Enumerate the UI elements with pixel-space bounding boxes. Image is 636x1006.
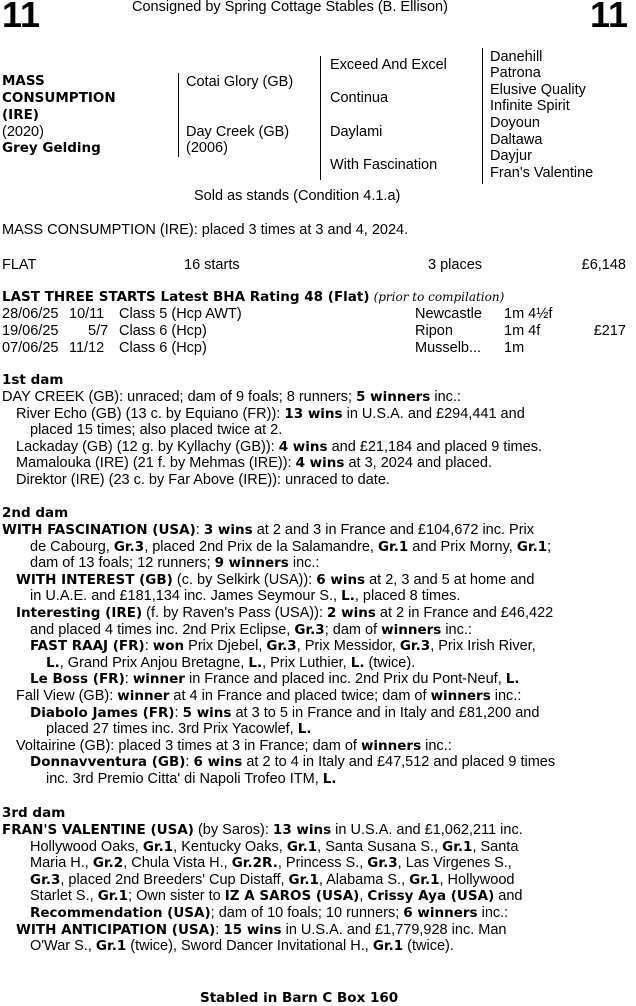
pedigree-gen3-2: Patrona <box>490 65 541 81</box>
pedigree-dam-year: (2006) <box>186 140 228 156</box>
horse-name-line1: MASS <box>2 73 45 89</box>
record-places: 3 places <box>428 257 483 273</box>
start-class: Class 5 (Hcp AWT) <box>119 306 242 322</box>
start-row <box>2 340 632 357</box>
start-class: Class 6 (Hcp) <box>119 340 207 356</box>
produce-river-echo: River Echo (GB) (13 c. by Equiano (FR)): 13 wins in U.S.A. and £294,441 and <box>16 405 525 422</box>
pedigree-gen2-1: Exceed And Excel <box>330 57 447 73</box>
second-dam-line: Interesting (IRE) (f. by Raven's Pass (USA)): 2 wins at 2 in France and £46,422 <box>16 604 554 621</box>
produce-river-echo-cont: placed 15 times; also placed twice at 2. <box>30 422 283 439</box>
start-course: Newcastle <box>415 306 482 322</box>
last-starts-header <box>2 289 504 305</box>
pedigree-dam: Day Creek (GB) <box>186 124 290 140</box>
sale-condition: Sold as stands (Condition 4.1.a) <box>194 188 401 204</box>
start-distance: 1m <box>504 340 525 356</box>
produce-lackaday: Lackaday (GB) (12 g. by Kyllachy (GB)): 4 wins and £21,184 and placed 9 times. <box>16 438 542 455</box>
start-course: Musselb... <box>415 340 482 356</box>
produce-mamalouka: Mamalouka (IRE) (21 f. by Mehmas (IRE)): 4 wins at 3, 2024 and placed. <box>16 455 492 472</box>
second-dam-line: L., Grand Prix Anjou Bretagne, L., Prix Luthier, L. (twice). <box>46 654 416 671</box>
start-class: Class 6 (Hcp) <box>119 323 207 339</box>
first-dam-intro: DAY CREEK (GB): unraced; dam of 9 foals; 8 runners; 5 winners inc.: <box>2 389 461 405</box>
start-date: 19/06/25 <box>2 323 59 339</box>
second-dam-line: and placed 4 times inc. 2nd Prix Eclipse, Gr.3; dam of winners inc.: <box>30 621 472 638</box>
start-prize: £217 <box>593 323 626 339</box>
third-dam-line: Maria H., Gr.2, Chula Vista H., Gr.2R., Princess S., Gr.3, Las Virgenes S., <box>30 855 512 872</box>
last-starts-note: (prior to compilation) <box>373 290 505 304</box>
start-distance: 1m 4f <box>504 323 541 339</box>
start-course: Ripon <box>415 323 453 339</box>
second-dam-line: in U.A.E. and £181,134 inc. James Seymour S., L., placed 8 times. <box>30 588 461 605</box>
pedigree-gen3-8: Fran's Valentine <box>490 165 594 181</box>
second-dam-heading: 2nd dam <box>2 505 69 521</box>
second-dam-line: Le Boss (FR): winner in France and placed inc. 2nd Prix du Pont-Neuf, L. <box>30 671 520 688</box>
third-dam-line: Gr.3, placed 2nd Breeders' Cup Distaff, Gr.1, Alabama S., Gr.1, Hollywood <box>30 871 515 888</box>
last-starts-heading: LAST THREE STARTS Latest BHA Rating 48 (Flat) <box>2 289 370 305</box>
second-dam-line: Voltairine (GB): placed 3 times at 3 in France; dam of winners inc.: <box>16 737 452 754</box>
produce-direktor: Direktor (IRE) (23 c. by Far Above (IRE)): unraced to date. <box>16 471 390 488</box>
start-date: 28/06/25 <box>2 306 59 322</box>
third-dam-section <box>2 822 628 955</box>
start-position: 10/11 <box>69 306 105 322</box>
second-dam-section <box>2 522 628 788</box>
second-dam-line: Diabolo James (FR): 5 wins at 3 to 5 in France and in Italy and £81,200 and <box>30 704 540 721</box>
start-date: 07/06/25 <box>2 340 59 356</box>
pedigree-line-2 <box>320 56 321 180</box>
record-starts: 16 starts <box>184 257 240 273</box>
pedigree-gen2-3: Daylami <box>330 124 383 140</box>
pedigree-gen3-3: Elusive Quality <box>490 82 586 98</box>
second-dam-line: WITH INTEREST (GB) (c. by Selkirk (USA)): 6 wins at 2, 3 and 5 at home and <box>16 571 535 588</box>
second-dam-line: dam of 13 foals; 12 runners; 9 winners inc.: <box>30 555 320 572</box>
pedigree-gen3-7: Dayjur <box>490 148 532 164</box>
third-dam-line: FRAN'S VALENTINE (USA) (by Saros): 13 wins in U.S.A. and £1,062,211 inc. <box>2 822 523 838</box>
third-dam-line: WITH ANTICIPATION (USA): 15 wins in U.S.A. and £1,779,928 inc. Man <box>16 921 507 938</box>
second-dam-line: Donnavventura (GB): 6 wins at 2 to 4 in Italy and £47,512 and placed 9 times <box>30 754 556 771</box>
pedigree-gen3-6: Daltawa <box>490 132 543 148</box>
consignor: Consigned by Spring Cottage Stables (B. Ellison) <box>132 0 448 15</box>
third-dam-line: O'War S., Gr.1 (twice), Sword Dancer Invitational H., Gr.1 (twice). <box>30 938 454 955</box>
first-dam-section <box>2 389 628 489</box>
horse-name-line2: CONSUMPTION <box>2 90 116 106</box>
pedigree-sire: Cotai Glory (GB) <box>186 74 294 90</box>
start-row <box>2 306 632 323</box>
horse-description: Grey Gelding <box>2 140 101 156</box>
third-dam-heading: 3rd dam <box>2 805 66 821</box>
second-dam-line: placed 27 times inc. 3rd Prix Yacowlef, L. <box>46 721 312 738</box>
start-position: 11/12 <box>69 340 105 356</box>
race-summary: MASS CONSUMPTION (IRE): placed 3 times at 3 and 4, 2024. <box>2 222 409 238</box>
pedigree-gen3-5: Doyoun <box>490 115 540 131</box>
start-position: 5/7 <box>88 323 109 339</box>
record-type: FLAT <box>2 257 37 273</box>
second-dam-line: inc. 3rd Premio Citta' di Napoli Trofeo ITM, L. <box>46 770 337 787</box>
second-dam-line: FAST RAAJ (FR): won Prix Djebel, Gr.3, Prix Messidor, Gr.3, Prix Irish River, <box>30 638 536 655</box>
first-dam-heading: 1st dam <box>2 372 64 388</box>
third-dam-line: Recommendation (USA); dam of 10 foals; 10 runners; 6 winners inc.: <box>30 904 509 921</box>
pedigree-gen3-4: Infinite Spirit <box>490 98 570 114</box>
horse-year: (2020) <box>2 124 44 140</box>
pedigree-gen2-2: Continua <box>330 90 389 106</box>
second-dam-line: WITH FASCINATION (USA): 3 wins at 2 and 3 in France and £104,672 inc. Prix <box>2 522 535 538</box>
pedigree-gen2-4: With Fascination <box>330 157 438 173</box>
start-row <box>2 323 632 340</box>
stabling-info: Stabled in Barn C Box 160 <box>200 990 399 1006</box>
second-dam-line: de Cabourg, Gr.3, placed 2nd Prix de la Salamandre, Gr.1 and Prix Morny, Gr.1; <box>30 538 552 555</box>
lot-number-right: 11 <box>589 0 628 35</box>
horse-name-line3: (IRE) <box>2 107 39 123</box>
start-distance: 1m 4½f <box>504 306 553 322</box>
lot-number-left: 11 <box>2 0 41 35</box>
third-dam-line: Starlet S., Gr.1; Own sister to IZ A SAROS (USA), Crissy Aya (USA) and <box>30 888 523 905</box>
third-dam-line: Hollywood Oaks, Gr.1, Kentucky Oaks, Gr.1, Santa Susana S., Gr.1, Santa <box>30 838 519 855</box>
record-earnings: £6,148 <box>581 257 626 273</box>
second-dam-line: Fall View (GB): winner at 4 in France and placed twice; dam of winners inc.: <box>16 687 522 704</box>
pedigree-line-3 <box>482 48 483 184</box>
pedigree-line-1 <box>178 73 179 157</box>
pedigree-gen3-1: Danehill <box>490 49 543 65</box>
